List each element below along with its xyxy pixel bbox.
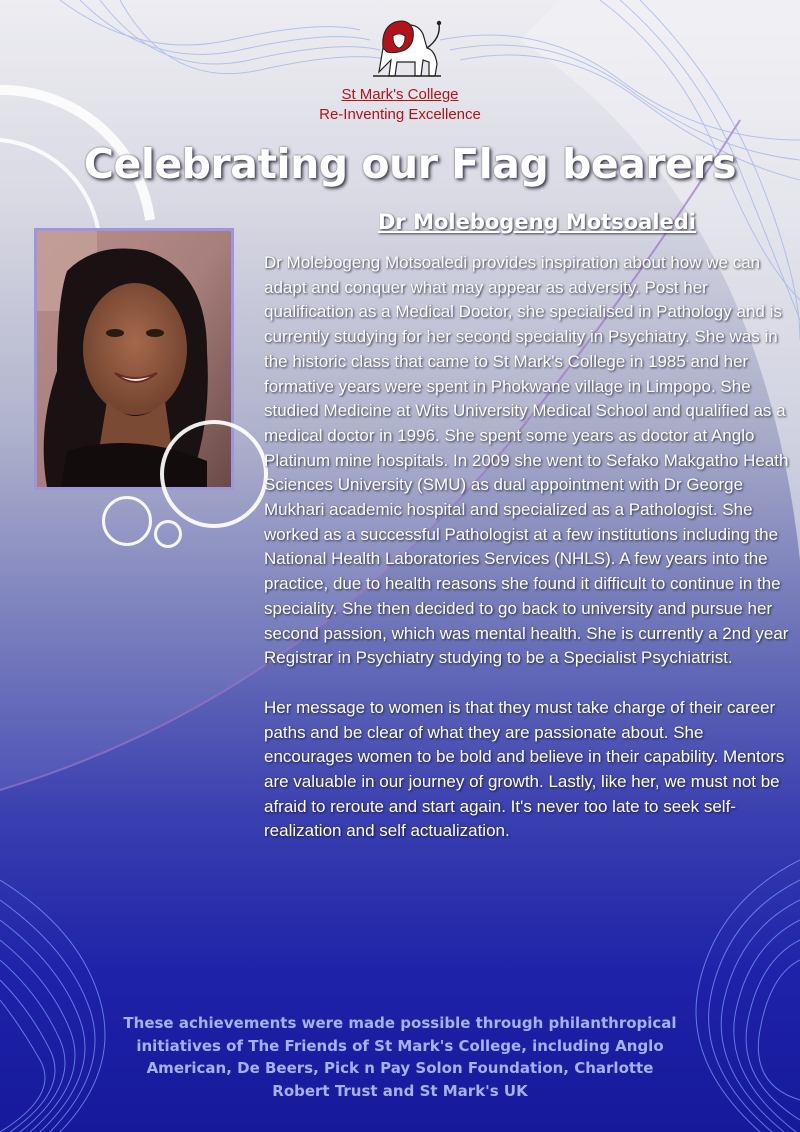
decorative-ring-small	[154, 520, 182, 548]
college-tagline: Re-Inventing Excellence	[319, 106, 481, 123]
message-paragraph: Her message to women is that they must take charge of their career paths and be clear of what they are passionate about. She encourages women to be bold and believe in their capability. Mentors are valuable in our journey of growth. Lastly, like her, we must not be afraid to reroute and start again. It's never too late to seek self-realization and self actualization.	[264, 697, 785, 841]
biography	[264, 251, 794, 844]
acknowledgement-text: These achievements were made possible through philanthropical initiatives of The Friends of St Mark's College, including Anglo American, De Beers, Pick n Pay Solon Foundation, Charlotte Robert Trust and St Mark's UK	[123, 1014, 677, 1100]
page-title: Celebrating our Flag bearers	[83, 140, 737, 188]
lion-crest-logo	[365, 14, 445, 82]
honoree-name: Dr Molebogeng Motsoaledi	[377, 210, 696, 234]
decorative-ring-medium	[102, 496, 152, 546]
decorative-ring-large	[160, 420, 268, 528]
college-name: St Mark's College	[341, 86, 459, 103]
biography-paragraph: Dr Molebogeng Motsoaledi provides inspiration about how we can adapt and conquer what may appear as adversity. Post her qualification as a Medical Doctor, she specialised in Pathology and is currently studying for her second speciality in Psychiatry. She was in the historic class that came to St Mark's College in 1985 and her formative years were spent in Phokwane village in Limpopo. She studied Medicine at Wits University Medical School and qualified as a medical doctor in 1996. She spent some years as doctor at Anglo Platinum mine hospitals. In 2009 she went to Sefako Makgatho Heath Sciences University (SMU) as dual appointment with Dr George Mukhari academic hospital and specialized as a Pathologist. She worked as a successful Pathologist at a few institutions including the National Health Laboratories Services (NHLS). A few years into the practice, due to health reasons she found it difficult to continue in the speciality. She then decided to go back to university and pursue her second passion, which was mental health. She is currently a 2nd year Registrar in Psychiatry studying to be a Specialist Psychiatrist.	[264, 253, 789, 668]
